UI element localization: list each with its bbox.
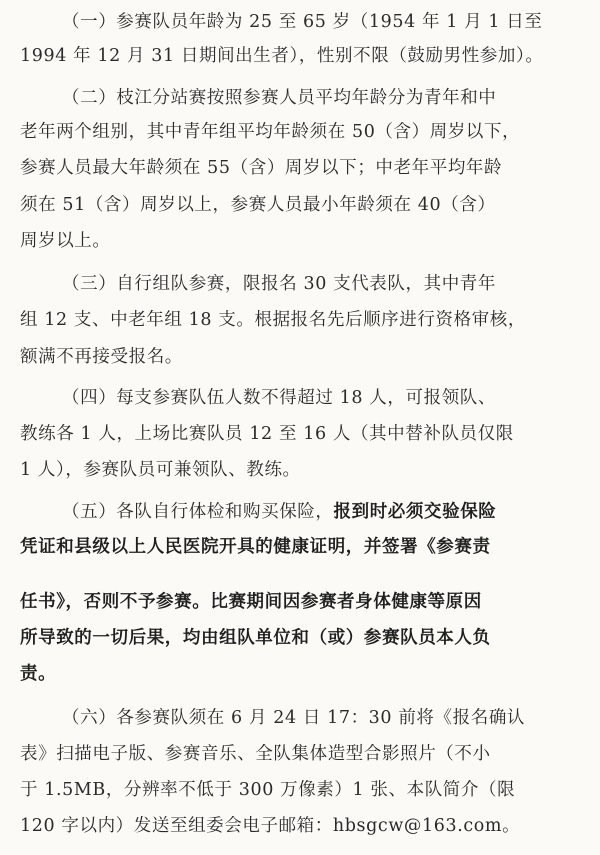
paragraph-4-line-2: 教练各 1 人，上场比赛队员 12 至 16 人（其中替补队员仅限 — [20, 424, 514, 444]
paragraph-2-line-5: 周岁以上。 — [20, 231, 111, 251]
paragraph-5-line-2: 凭证和县级以上人民医院开具的健康证明，并签署《参赛责 — [20, 537, 491, 557]
paragraph-1-line-2: 1994 年 12 月 31 日期间出生者），性别不限（鼓励男性参加）。 — [20, 46, 544, 66]
paragraph-2-line-4: 须在 51（含）周岁以上，参赛人员最小年龄须在 40（含） — [20, 195, 496, 215]
paragraph-2-line-1: （二）枝江分站赛按照参赛人员平均年龄分为青年和中 — [62, 88, 497, 108]
paragraph-5-line-4: 所导致的一切后果，均由组队单位和（或）参赛队员本人负 — [20, 628, 491, 648]
paragraph-6-line-2: 表》扫描电子版、参赛音乐、全队集体造型合影照片（不小 — [20, 744, 491, 764]
paragraph-2-line-3: 参赛人员最大年龄须在 55（含）周岁以下；中老年平均年龄 — [20, 158, 503, 178]
paragraph-5-normal-text: （五）各队自行体检和购买保险， — [62, 502, 334, 522]
paragraph-2-line-2: 老年两个组别，其中青年组平均年龄须在 50（含）周岁以下， — [20, 122, 521, 142]
paragraph-5-line-1 — [62, 500, 586, 524]
paragraph-4-line-1: （四）每支参赛队伍人数不得超过 18 人，可报领队、 — [62, 388, 496, 408]
paragraph-6-line-1: （六）各参赛队须在 6 月 24 日 17：30 前将《报名确认 — [62, 708, 526, 728]
paragraph-4-line-3: 1 人），参赛队员可兼领队、教练。 — [20, 460, 301, 480]
paragraph-5-line-3: 任书》，否则不予参赛。比赛期间因参赛者身体健康等原因 — [20, 592, 482, 612]
paragraph-3-line-1: （三）自行组队参赛，限报名 30 支代表队，其中青年 — [62, 274, 496, 294]
paragraph-3-line-3: 额满不再接受报名。 — [20, 347, 183, 367]
paragraph-3-line-2: 组 12 支、中老年组 18 支。根据报名先后顺序进行资格审核， — [20, 310, 526, 330]
paragraph-5-line-5: 责。 — [20, 664, 57, 684]
paragraph-1-line-1: （一）参赛队员年龄为 25 至 65 岁（1954 年 1 月 1 日至 — [62, 12, 543, 32]
paragraph-6-line-4: 120 字以内）发送至组委会电子邮箱：hbsgcw@163.com。 — [20, 816, 521, 836]
paragraph-5-bold-text: 报到时必须交验保险 — [333, 502, 497, 522]
paragraph-6-line-3: 于 1.5MB，分辨率不低于 300 万像素）1 张、本队简介（限 — [20, 780, 516, 800]
